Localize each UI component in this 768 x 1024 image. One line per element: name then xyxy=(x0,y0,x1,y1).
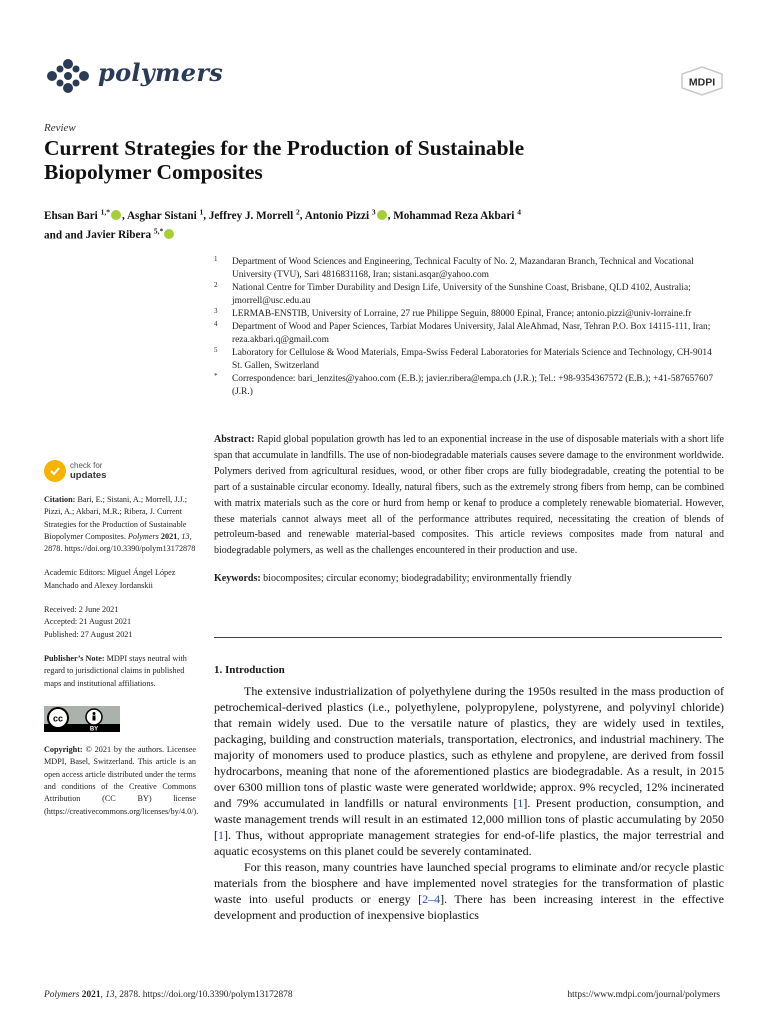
citation-journal: Polymers xyxy=(127,531,159,541)
received-date: Received: 2 June 2021 xyxy=(44,605,119,615)
keywords xyxy=(214,571,724,586)
affiliation-text: Department of Wood and Paper Sciences, Tarbiat Modares University, Jalal AleAhmad, Nasr, Tehran P.O. Box 14115-111, Iran; reza.akbari.q@gmail.com xyxy=(232,322,711,345)
citation-text: Bari, E.; Sistani, A.; Morrell, J.J.; Pizzi, A.; Akbari, M.R.; Ribera, J. Current Strategies for the Production of Sustainable Biopolymer Composites. xyxy=(44,495,188,541)
author-name: Mohammad Reza Akbari $^4$ xyxy=(393,207,521,222)
published-date: Published: 27 August 2021 xyxy=(44,629,133,639)
affiliation-text: Laboratory for Cellulose & Wood Materials, Empa-Swiss Federal Laboratories for Materials Science and Technology, CH-9014 St. Gallen, Switzerland xyxy=(232,348,712,371)
author-name: Javier Ribera $^{5,*}$ xyxy=(86,229,176,241)
affiliation-item xyxy=(214,373,724,399)
section-heading: 1. Introduction xyxy=(214,664,285,676)
introduction-body xyxy=(214,683,724,923)
affiliation-number: 5 xyxy=(214,346,218,354)
author-affiliation-marker: 5,* xyxy=(153,226,164,236)
abstract-text: Rapid global population growth has led to an exponential increase in the use of disposable materials with a short life span that accumulate in landfills. The use of non-biodegradable materials causes severe damage to the environment worldwide. Polymers derived from agricultural residues, wood, or other fiber crops are fully biodegradable, creating the potential to be part of a sustainable circular economy. Ideally, natural fibers, such as the extremely strong fibers from hemp, can be combined with matrix materials such as the core or hurd from hemp or kenaf to produce a completely renewable biomaterial. However, these materials cannot always meet all of the performance attributes required, necessitating the creation of blends of petroleum-based and renewable material-based composites. This article reviews composites made from natural and biodegradable polymers, as well as the challenges encountered in their production and use. xyxy=(214,434,724,557)
citation-volume: 13 xyxy=(181,531,190,541)
affiliation-number: 3 xyxy=(214,307,218,315)
author-affiliation-marker: 4 xyxy=(517,207,521,216)
updates-label: updates xyxy=(70,470,107,481)
publisher-note-label: Publisher’s Note: xyxy=(44,653,105,663)
intro-paragraph: For this reason, many countries have launched special programs to eliminate and/or recycle plastic materials from the biosphere and have implemented novel strategies for the transformation of plastic waste into useful products or energy [2–4]. There has been increasing interest in the effective development and production of inexpensive bioplastics xyxy=(214,860,725,922)
citation-year: 2021 xyxy=(160,531,178,541)
citation-block: Citation: Bari, E.; Sistani, A.; Morrell, J.J.; Pizzi, A.; Akbari, M.R.; Ribera, J. Current Strategies for the Production of Sustainable Biopolymer Composites. Polymers 2021, 13, 2878. https://doi.org/10.3390/polym13172878 xyxy=(44,495,196,554)
keywords-label: Keywords: xyxy=(214,573,261,585)
orcid-icon[interactable] xyxy=(377,210,387,220)
reference-link[interactable]: 1 xyxy=(218,828,224,842)
cc-by-license-icon[interactable] xyxy=(44,706,120,732)
page-footer xyxy=(44,990,720,1000)
affiliation-text: LERMAB-ENSTIB, University of Lorraine, 27 rue Philippe Seguin, 88000 Epinal, France; antonio.pizzi@univ-lorraine.fr xyxy=(232,309,692,319)
journal-name: polymers xyxy=(98,58,224,87)
publisher-note-text: MDPI stays neutral with regard to jurisdictional claims in published maps and institutional affiliations. xyxy=(44,653,187,688)
abstract xyxy=(214,432,724,559)
article-sidebar xyxy=(44,454,199,830)
abstract-label: Abstract: xyxy=(214,434,255,445)
publisher-note xyxy=(44,653,196,690)
keywords-text: biocomposites; circular economy; biodegradability; environmentally friendly xyxy=(263,573,572,585)
orcid-icon[interactable] xyxy=(164,229,174,239)
affiliation-list xyxy=(214,256,724,399)
accepted-date: Accepted: 21 August 2021 xyxy=(44,617,132,627)
affiliation-item xyxy=(214,321,724,347)
mdpi-logo-icon xyxy=(680,66,724,96)
affiliation-number: 2 xyxy=(214,281,218,289)
svg-text:cc: cc xyxy=(52,713,64,724)
journal-header xyxy=(44,56,724,96)
copyright-text: © 2021 by the authors. Licensee MDPI, Basel, Switzerland. This article is an open access article distributed under the terms and conditions of the Creative Commons Attribution (CC BY) license (https://creativecommons.org/licenses/by/4.0/). xyxy=(44,745,199,816)
abstract-section xyxy=(214,432,724,586)
check-for-updates-button[interactable] xyxy=(44,454,196,488)
affiliation-number: * xyxy=(214,372,218,380)
author-affiliation-marker: 1 xyxy=(199,207,204,216)
title-line-1: Current Strategies for the Production of Sustainable xyxy=(44,136,525,160)
reference-link[interactable]: 1 xyxy=(517,796,524,810)
check-updates-icon xyxy=(44,460,66,482)
affiliation-text: Department of Wood Sciences and Engineering, Technical Faculty of No. 2, Mazandaran Branch, Technical and Vocational University (TVU), Sari 4816831168, Iran; sistani.asqar@yahoo.com xyxy=(232,257,694,280)
copyright-block xyxy=(44,744,199,818)
article-type: Review xyxy=(44,122,76,134)
affiliation-text: Correspondence: bari_lenzites@yahoo.com (E.B.); javier.ribera@empa.ch (J.R.); Tel.: +98-9354367572 (E.B.); +41-587657607 (J.R.) xyxy=(232,374,714,397)
author-name: Asghar Sistani $^1$ xyxy=(126,207,204,222)
orcid-icon[interactable] xyxy=(111,210,121,220)
check-label: check for xyxy=(70,461,103,470)
citation-label: Citation: xyxy=(44,495,76,504)
affiliation-number: 1 xyxy=(214,255,218,263)
author-list: Ehsan Bari $^{1,*}$ , Asghar Sistani $^1$, Jeffrey J. Morrell $^2$, Antonio Pizzi $^3$ , Mohammad Reza Akbari $^4$ and and Javier Ribera $^{5,*}$ xyxy=(44,207,521,242)
footer-citation: Polymers 2021, 13, 2878. https://doi.org/10.3390/polym13172878 xyxy=(44,990,293,1000)
reference-link[interactable]: 2–4 xyxy=(422,892,441,906)
academic-editors: Academic Editors: Miguel Ángel López Manchado and Alexey Iordanskii xyxy=(44,568,176,590)
author-affiliation-marker: 2 xyxy=(296,207,300,216)
affiliation-item xyxy=(214,347,724,373)
author-name: Antonio Pizzi $^3$ xyxy=(305,210,388,222)
cc-by-text: BY xyxy=(89,726,99,732)
citation-doi[interactable]: , 2878. https://doi.org/10.3390/polym13172878 xyxy=(44,531,196,554)
journal-url-link[interactable]: https://www.mdpi.com/journal/polymers xyxy=(567,990,720,1000)
section-divider xyxy=(214,637,722,638)
author-name: Jeffrey J. Morrell $^2$ xyxy=(208,207,300,222)
author-name: Ehsan Bari $^{1,*}$ xyxy=(44,210,122,222)
affiliation-text: National Centre for Timber Durability and Design Life, University of the Sunshine Coast, Brisbane, QLD 4102, Australia; jmorrell@usc.edu.au xyxy=(232,283,691,306)
intro-paragraph: The extensive industrialization of polyethylene during the 1950s resulted in the mass production of petrochemical-derived plastics (i.e., polyethylene, polypropylene, polystyrene, and polyvinyl chloride) that remain widely used. Due to the versatile nature of plastics, they are widely used in textiles, packaging, building and construction materials, transportation, electronics, and industrial machinery. The majority of monomers used to produce plastics, such as ethylene and propylene, are derived from fossil hydrocarbons, meaning that none of the aforementioned plastics are biodegradable. As a result, in 2015 over 6300 million tons of plastic waste were generated worldwide; approx. 9% recycled, 12% incinerated and 79% accumulated in landfills or natural environments [1]. Present production, consumption, and waste management trends will result in an estimated 12,000 million tons of plastic accumulating by 2050 [1]. Thus, without appropriate management strategies for end-of-life plastics, the major terrestrial and aquatic ecosystems on this planet could be severely contaminated. xyxy=(214,684,725,858)
author-affiliation-marker: 3 xyxy=(371,207,376,216)
article-title xyxy=(44,136,704,184)
polymers-logo-icon xyxy=(44,56,92,96)
title-line-2: Biopolymer Composites xyxy=(44,160,263,184)
affiliation-item xyxy=(214,282,724,308)
affiliation-item xyxy=(214,256,724,282)
affiliation-number: 4 xyxy=(214,320,218,328)
affiliation-item xyxy=(214,308,724,321)
publisher-name: MDPI xyxy=(688,76,716,89)
author-affiliation-marker: 1,* xyxy=(100,207,110,216)
copyright-label: Copyright: xyxy=(44,745,83,755)
dates-block xyxy=(44,604,196,641)
